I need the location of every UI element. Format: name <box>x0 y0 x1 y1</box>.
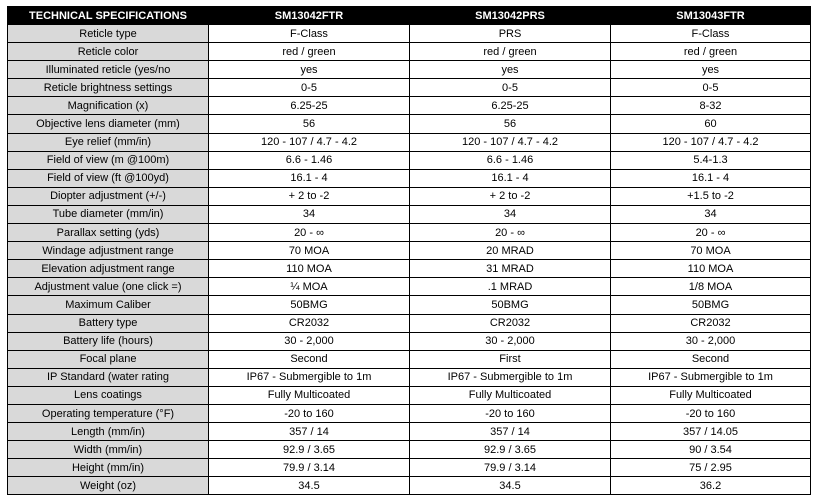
table-row <box>8 133 811 151</box>
spec-label-cell: Parallax setting (yds) <box>8 224 209 242</box>
spec-value-cell: 75 / 2.95 <box>611 459 811 477</box>
spec-label-cell: Reticle brightness settings <box>8 79 209 97</box>
spec-value-cell: 120 - 107 / 4.7 - 4.2 <box>410 133 611 151</box>
header-cell-model-2: SM13042PRS <box>410 7 611 25</box>
spec-label-cell: IP Standard (water rating <box>8 368 209 386</box>
spec-value-cell: 79.9 / 3.14 <box>410 459 611 477</box>
spec-value-cell: 31 MRAD <box>410 260 611 278</box>
spec-label-cell: Eye relief (mm/in) <box>8 133 209 151</box>
spec-value-cell: 110 MOA <box>209 260 410 278</box>
table-row <box>8 350 811 368</box>
spec-label-cell: Windage adjustment range <box>8 242 209 260</box>
spec-label-cell: Weight (oz) <box>8 477 209 495</box>
spec-value-cell: PRS <box>410 25 611 43</box>
header-cell-specs: TECHNICAL SPECIFICATIONS <box>8 7 209 25</box>
spec-value-cell: 30 - 2,000 <box>209 332 410 350</box>
spec-label-cell: Lens coatings <box>8 386 209 404</box>
spec-value-cell: 357 / 14.05 <box>611 423 811 441</box>
table-row <box>8 79 811 97</box>
spec-value-cell: 6.6 - 1.46 <box>209 151 410 169</box>
spec-value-cell: + 2 to -2 <box>410 187 611 205</box>
spec-value-cell: Fully Multicoated <box>611 386 811 404</box>
spec-value-cell: 0-5 <box>410 79 611 97</box>
spec-label-cell: Magnification (x) <box>8 97 209 115</box>
spec-value-cell: 16.1 - 4 <box>611 169 811 187</box>
spec-label-cell: Diopter adjustment (+/-) <box>8 187 209 205</box>
spec-value-cell: yes <box>410 61 611 79</box>
spec-value-cell: red / green <box>611 43 811 61</box>
table-row <box>8 278 811 296</box>
spec-label-cell: Battery type <box>8 314 209 332</box>
spec-value-cell: 20 - ∞ <box>209 224 410 242</box>
spec-value-cell: IP67 - Submergible to 1m <box>410 368 611 386</box>
spec-value-cell: red / green <box>209 43 410 61</box>
spec-value-cell: 16.1 - 4 <box>209 169 410 187</box>
spec-value-cell: 20 - ∞ <box>611 224 811 242</box>
spec-value-cell: CR2032 <box>410 314 611 332</box>
spec-value-cell: 0-5 <box>611 79 811 97</box>
header-cell-model-1: SM13042FTR <box>209 7 410 25</box>
table-row <box>8 43 811 61</box>
table-row <box>8 459 811 477</box>
table-row <box>8 187 811 205</box>
spec-label-cell: Adjustment value (one click =) <box>8 278 209 296</box>
spec-label-cell: Field of view (ft @100yd) <box>8 169 209 187</box>
spec-value-cell: First <box>410 350 611 368</box>
spec-label-cell: Tube diameter (mm/in) <box>8 205 209 223</box>
spec-value-cell: 34.5 <box>410 477 611 495</box>
spec-value-cell: 110 MOA <box>611 260 811 278</box>
spec-value-cell: 20 MRAD <box>410 242 611 260</box>
spec-value-cell: 34 <box>611 205 811 223</box>
spec-value-cell: -20 to 160 <box>611 404 811 422</box>
table-row <box>8 61 811 79</box>
spec-value-cell: Fully Multicoated <box>209 386 410 404</box>
spec-table <box>7 6 811 495</box>
spec-value-cell: red / green <box>410 43 611 61</box>
spec-label-cell: Operating temperature (°F) <box>8 404 209 422</box>
spec-value-cell: 70 MOA <box>209 242 410 260</box>
spec-value-cell: 357 / 14 <box>410 423 611 441</box>
spec-value-cell: 50BMG <box>611 296 811 314</box>
spec-label-cell: Objective lens diameter (mm) <box>8 115 209 133</box>
spec-value-cell: 16.1 - 4 <box>410 169 611 187</box>
spec-label-cell: Length (mm/in) <box>8 423 209 441</box>
spec-value-cell: + 2 to -2 <box>209 187 410 205</box>
spec-value-cell: 34 <box>209 205 410 223</box>
spec-value-cell: 6.25-25 <box>410 97 611 115</box>
spec-value-cell: F-Class <box>209 25 410 43</box>
spec-label-cell: Width (mm/in) <box>8 441 209 459</box>
spec-value-cell: yes <box>209 61 410 79</box>
header-row <box>8 7 811 25</box>
spec-value-cell: IP67 - Submergible to 1m <box>209 368 410 386</box>
spec-value-cell: 56 <box>410 115 611 133</box>
spec-value-cell: 30 - 2,000 <box>410 332 611 350</box>
spec-value-cell: 79.9 / 3.14 <box>209 459 410 477</box>
spec-label-cell: Elevation adjustment range <box>8 260 209 278</box>
table-row <box>8 441 811 459</box>
table-row <box>8 25 811 43</box>
spec-value-cell: Second <box>611 350 811 368</box>
spec-value-cell: CR2032 <box>209 314 410 332</box>
spec-value-cell: 1/8 MOA <box>611 278 811 296</box>
table-row <box>8 242 811 260</box>
table-row <box>8 423 811 441</box>
spec-value-cell: 357 / 14 <box>209 423 410 441</box>
spec-value-cell: 90 / 3.54 <box>611 441 811 459</box>
spec-table-body <box>8 25 811 495</box>
table-row <box>8 477 811 495</box>
header-cell-model-3: SM13043FTR <box>611 7 811 25</box>
table-row <box>8 169 811 187</box>
spec-value-cell: 34.5 <box>209 477 410 495</box>
spec-value-cell: 34 <box>410 205 611 223</box>
spec-value-cell: 6.6 - 1.46 <box>410 151 611 169</box>
spec-value-cell: 0-5 <box>209 79 410 97</box>
table-row <box>8 224 811 242</box>
spec-value-cell: +1.5 to -2 <box>611 187 811 205</box>
spec-value-cell: 20 - ∞ <box>410 224 611 242</box>
spec-value-cell: Second <box>209 350 410 368</box>
table-row <box>8 205 811 223</box>
spec-value-cell: CR2032 <box>611 314 811 332</box>
table-row <box>8 115 811 133</box>
spec-label-cell: Battery life (hours) <box>8 332 209 350</box>
spec-label-cell: Field of view (m @100m) <box>8 151 209 169</box>
table-row <box>8 260 811 278</box>
table-row <box>8 296 811 314</box>
spec-value-cell: 120 - 107 / 4.7 - 4.2 <box>209 133 410 151</box>
spec-value-cell: 92.9 / 3.65 <box>209 441 410 459</box>
spec-label-cell: Reticle type <box>8 25 209 43</box>
spec-value-cell: 56 <box>209 115 410 133</box>
spec-value-cell: .1 MRAD <box>410 278 611 296</box>
table-row <box>8 151 811 169</box>
spec-value-cell: 120 - 107 / 4.7 - 4.2 <box>611 133 811 151</box>
spec-value-cell: 70 MOA <box>611 242 811 260</box>
table-row <box>8 97 811 115</box>
spec-value-cell: 92.9 / 3.65 <box>410 441 611 459</box>
spec-value-cell: 5.4-1.3 <box>611 151 811 169</box>
spec-value-cell: IP67 - Submergible to 1m <box>611 368 811 386</box>
spec-value-cell: 50BMG <box>410 296 611 314</box>
spec-label-cell: Illuminated reticle (yes/no <box>8 61 209 79</box>
table-row <box>8 386 811 404</box>
spec-value-cell: Fully Multicoated <box>410 386 611 404</box>
spec-label-cell: Reticle color <box>8 43 209 61</box>
table-row <box>8 368 811 386</box>
spec-value-cell: -20 to 160 <box>209 404 410 422</box>
spec-value-cell: 8-32 <box>611 97 811 115</box>
spec-value-cell: F-Class <box>611 25 811 43</box>
spec-label-cell: Height (mm/in) <box>8 459 209 477</box>
spec-value-cell: ¼ MOA <box>209 278 410 296</box>
spec-value-cell: 36.2 <box>611 477 811 495</box>
spec-value-cell: -20 to 160 <box>410 404 611 422</box>
table-row <box>8 404 811 422</box>
spec-value-cell: 6.25-25 <box>209 97 410 115</box>
spec-label-cell: Focal plane <box>8 350 209 368</box>
spec-value-cell: 30 - 2,000 <box>611 332 811 350</box>
table-row <box>8 332 811 350</box>
table-row <box>8 314 811 332</box>
spec-value-cell: 50BMG <box>209 296 410 314</box>
spec-value-cell: 60 <box>611 115 811 133</box>
spec-label-cell: Maximum Caliber <box>8 296 209 314</box>
spec-value-cell: yes <box>611 61 811 79</box>
